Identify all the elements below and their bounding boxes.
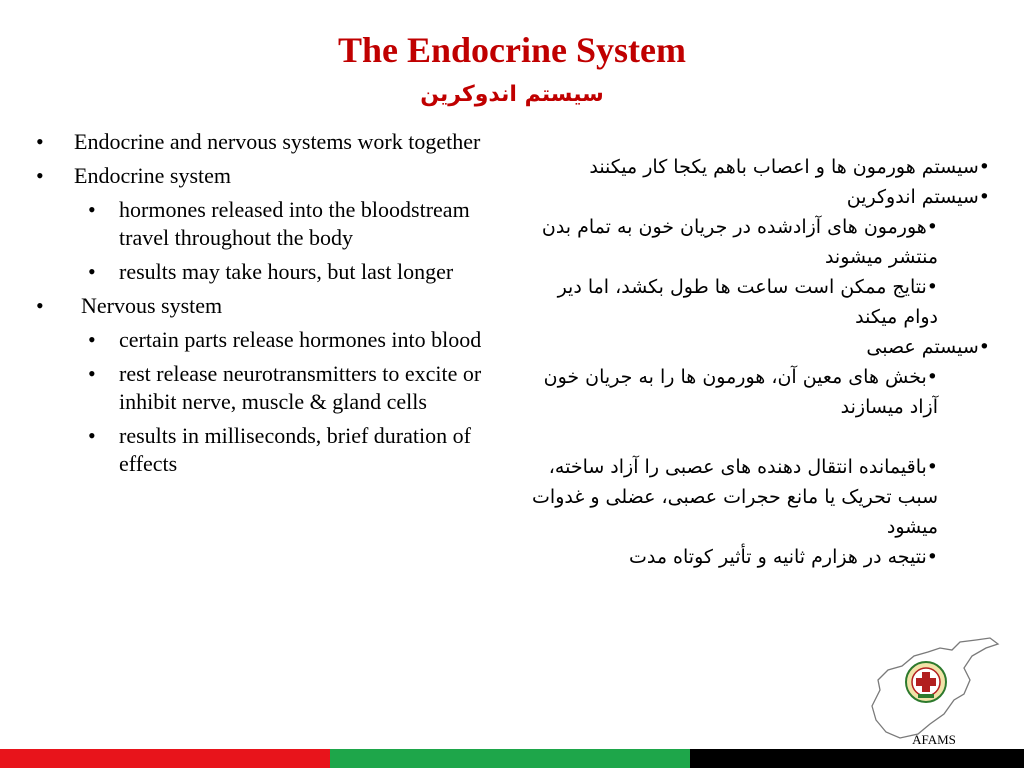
bullet-item — [30, 292, 510, 320]
afghanistan-map-logo-icon — [866, 636, 1002, 746]
bullet-icon: • — [88, 327, 96, 352]
red-stripe — [0, 749, 330, 768]
sub-bullet-item — [30, 258, 510, 286]
dari-sub-bullet-text: •نتیجه در هزارم ثانیه و تأثیر کوتاه مدت — [628, 546, 938, 568]
logo-label: AFAMS — [912, 732, 956, 747]
bullet-text: rest release neurotransmitters to excite or inhibit nerve, muscle & gland cells — [119, 361, 482, 414]
bullet-item — [30, 162, 510, 190]
bullet-icon: • — [36, 293, 44, 318]
sub-bullet-item — [30, 422, 510, 478]
dari-bullet-list — [520, 152, 990, 572]
dari-sub-bullet-text: •هورمون های آزادشده در جریان خون به تمام بدن منتشر میشوند — [541, 216, 938, 268]
dari-sub-bullet-text: •باقیمانده انتقال دهنده های عصبی را آزاد ساخته، سبب تحریک یا مانع حجرات عصبی، عضلی و غدوات میشود — [532, 456, 938, 538]
bullet-item — [30, 128, 510, 156]
green-stripe — [330, 749, 690, 768]
slide-subtitle: سیستم اندوکرین — [420, 82, 604, 107]
black-stripe — [690, 749, 1024, 768]
bullet-text: Nervous system — [81, 293, 223, 318]
dari-bullet-text: •سیستم هورمون ها و اعصاب باهم یکجا کار میکنند — [589, 156, 990, 178]
slide-title: The Endocrine System — [337, 30, 686, 70]
bullet-icon: • — [88, 361, 96, 386]
bullet-text: Endocrine system — [74, 163, 232, 188]
dari-sub-bullet-text: •نتایج ممکن است ساعت ها طول بکشد، اما دیر دوام میکند — [557, 276, 938, 328]
footer-color-bar — [0, 749, 1024, 768]
bullet-icon: • — [88, 259, 96, 284]
bullet-text: hormones released into the bloodstream travel throughout the body — [119, 197, 470, 250]
dari-bullet-text: •سیستم عصبی — [866, 336, 990, 358]
bullet-icon: • — [88, 423, 96, 448]
bullet-text: Endocrine and nervous systems work together — [74, 129, 481, 154]
dari-bullet-text: •سیستم اندوکرین — [846, 186, 990, 208]
bullet-icon: • — [36, 163, 44, 188]
spacer — [520, 422, 990, 452]
bullet-text: certain parts release hormones into blood — [119, 327, 482, 352]
bullet-icon: • — [88, 197, 96, 222]
english-bullet-list — [30, 128, 510, 484]
sub-bullet-item — [30, 360, 510, 416]
bullet-text: results may take hours, but last longer — [119, 259, 454, 284]
bullet-icon: • — [36, 129, 44, 154]
sub-bullet-item — [30, 326, 510, 354]
sub-bullet-item — [30, 196, 510, 252]
dari-sub-bullet-text: •بخش های معین آن، هورمون ها را به جریان خون آزاد میسازند — [543, 366, 938, 418]
bullet-text: results in milliseconds, brief duration of effects — [119, 423, 471, 476]
